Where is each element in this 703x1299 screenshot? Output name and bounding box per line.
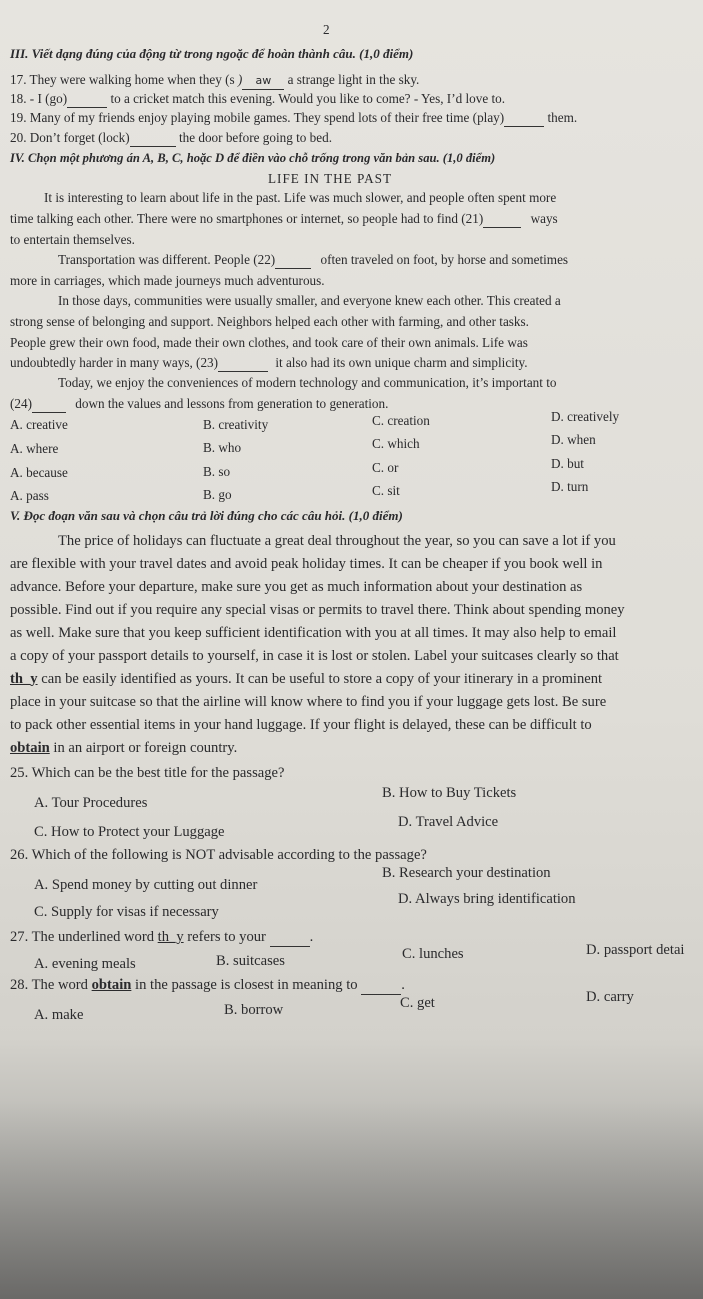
reading-line-3: advance. Before your departure, make sure you get as much information about your destination as (10, 579, 583, 595)
option-28a[interactable]: A. make (34, 1007, 84, 1023)
underlined-obtain: obtain (10, 740, 50, 756)
option-23c[interactable]: C. or (372, 460, 399, 475)
option-21d[interactable]: D. creatively (551, 409, 620, 424)
passage-line-8: People grew their own food, made their own clothes, and took care of their own animals. Life was (10, 335, 528, 350)
q28-obtain: obtain (91, 977, 132, 993)
option-28d[interactable]: D. carry (586, 989, 634, 1005)
q27-text-b: refers to your (187, 929, 266, 945)
reading-line-4: possible. Find out if you require any special visas or permits to travel there. Think about spending money (10, 602, 625, 618)
question-20 (10, 130, 332, 147)
reading-line-1: The price of holidays can fluctuate a great deal throughout the year, so you can save a lot if you (58, 533, 616, 549)
reading-line-6: a copy of your passport details to yourself, in case it is lost or stolen. Label your suitcases clearly so that (10, 648, 619, 664)
q19-text-a: 19. Many of my friends enjoy playing mobile games. They spend lots of their free time (play) (10, 110, 505, 125)
q19-text-b: them. (547, 110, 578, 125)
q19-blank (504, 110, 544, 127)
option-23b[interactable]: B. so (203, 464, 231, 479)
option-23d[interactable]: D. but (551, 456, 584, 471)
option-24b[interactable]: B. go (203, 487, 232, 502)
option-26c[interactable]: C. Supply for visas if necessary (34, 904, 219, 920)
reading-line-7-text: can be easily identified as yours. It can be useful to store a copy of your itinerary in a prominent (41, 671, 603, 687)
option-25d[interactable]: D. Travel Advice (398, 814, 499, 830)
passage-line-5: more in carriages, which made journeys much adventurous. (10, 273, 325, 288)
question-17: 17. They were walking home when they (s ) aw a strange light in the sky. (10, 72, 419, 90)
passage-line-4-text: Transportation was different. People (22) (58, 252, 276, 267)
passage-line-6: In those days, communities were usually smaller, and everyone knew each other. This created a (58, 293, 561, 308)
blank-21 (483, 211, 521, 228)
question-19 (10, 110, 577, 127)
passage-title: LIFE IN THE PAST (268, 171, 393, 186)
option-27a[interactable]: A. evening meals (34, 956, 136, 972)
q17-answer-text: aw (255, 74, 272, 87)
passage-line-11-text: down the values and lessons from generation to generation. (75, 396, 389, 411)
page-number: 2 (323, 22, 330, 37)
option-25c[interactable]: C. How to Protect your Luggage (34, 824, 225, 840)
option-27d[interactable]: D. passport detai (586, 942, 685, 958)
blank-23 (218, 355, 268, 372)
option-24d[interactable]: D. turn (551, 479, 589, 494)
option-28c[interactable]: C. get (400, 995, 435, 1011)
underlined-they: th_y (10, 671, 38, 687)
passage-line-9-text: undoubtedly harder in many ways, (23) (10, 355, 219, 370)
option-22b[interactable]: B. who (203, 440, 242, 455)
option-27c[interactable]: C. lunches (402, 946, 464, 962)
q27-text-a: 27. The underlined word (10, 929, 155, 945)
page-bottom-shadow (0, 1100, 703, 1299)
reading-line-5: as well. Make sure that you keep sufficient identification with you at all times. It may also help to email (10, 625, 617, 641)
option-28b[interactable]: B. borrow (224, 1002, 284, 1018)
section-3-heading: III. Viết dạng đúng của động từ trong ngoặc để hoàn thành câu. (1,0 điểm) (10, 46, 414, 61)
passage-line-11-num: (24) (10, 396, 32, 411)
passage-line-4 (58, 252, 568, 269)
passage-line-9 (10, 355, 528, 372)
question-26: 26. Which of the following is NOT advisable according to the passage? (10, 847, 427, 863)
reading-line-2: are flexible with your travel dates and avoid peak holiday times. It can be cheaper if you book well in (10, 556, 603, 572)
q28-blank (361, 976, 401, 995)
option-22a[interactable]: A. where (10, 441, 59, 456)
question-25: 25. Which can be the best title for the passage? (10, 765, 285, 781)
reading-line-10 (10, 739, 237, 757)
passage-line-4-end: often traveled on foot, by horse and sometimes (320, 252, 569, 267)
option-21-num-a[interactable] (10, 417, 68, 433)
blank-22 (275, 252, 311, 269)
option-22d[interactable]: D. when (551, 432, 596, 447)
option-21b[interactable]: B. creativity (203, 417, 269, 432)
blank-24 (32, 396, 66, 413)
reading-line-9: to pack other essential items in your hand luggage. If your flight is delayed, these can be difficult to (10, 717, 592, 733)
section-5-heading: V. Đọc đoạn văn sau và chọn câu trả lời đúng cho các câu hỏi. (1,0 điểm) (10, 508, 403, 523)
passage-line-2 (10, 211, 558, 228)
option-22c[interactable]: C. which (372, 436, 420, 451)
option-26b[interactable]: B. Research your destination (382, 865, 551, 881)
option-25b[interactable]: B. How to Buy Tickets (382, 785, 517, 801)
passage-line-9-end: it also had its own unique charm and simplicity. (275, 355, 528, 370)
q17-text-a: 17. They were walking home when they (s (10, 72, 235, 87)
passage-line-2-end: ways (530, 211, 558, 226)
q18-blank (67, 91, 107, 108)
question-28: 28. The word obtain in the passage is closest in meaning to . (10, 977, 405, 993)
option-26a[interactable]: A. Spend money by cutting out dinner (34, 877, 258, 893)
reading-line-8: place in your suitcase so that the airline will know where to find you if your luggage gets lost. Be sure (10, 694, 607, 710)
passage-line-1: It is interesting to learn about life in the past. Life was much slower, and people often spent more (44, 190, 557, 205)
option-21a[interactable]: A. creative (10, 417, 68, 432)
passage-line-2-text: time talking each other. There were no smartphones or internet, so people had to find (21) (10, 211, 484, 226)
q20-text-b: the door before going to bed. (178, 130, 333, 145)
q28-text-b: in the passage is closest in meaning to (135, 977, 358, 993)
passage-line-7: strong sense of belonging and support. Neighbors helped each other with farming, and other tasks. (10, 314, 529, 329)
option-27b[interactable]: B. suitcases (216, 953, 285, 969)
option-25a[interactable]: A. Tour Procedures (34, 795, 148, 811)
section-4-heading: IV. Chọn một phương án A, B, C, hoặc D để điền vào chỗ trống trong văn bản sau. (1,0 điểm) (10, 151, 496, 165)
option-21c[interactable]: C. creation (372, 413, 430, 428)
q20-text-a: 20. Don’t forget (lock) (10, 130, 130, 145)
option-24c[interactable]: C. sit (372, 483, 400, 498)
reading-line-10-text: in an airport or foreign country. (53, 740, 238, 756)
q17-text-b: a strange light in the sky. (287, 72, 420, 87)
passage-line-10: Today, we enjoy the conveniences of modern technology and communication, it’s important to (58, 375, 557, 390)
q18-text-a: 18. - I (go) (10, 91, 68, 106)
passage-line-11 (10, 396, 388, 413)
question-27: 27. The underlined word th_y refers to your . (10, 929, 314, 945)
option-23a[interactable]: A. because (10, 465, 68, 480)
option-24a[interactable]: A. pass (10, 488, 49, 503)
reading-line-7 (10, 670, 602, 688)
q27-they: th_y (157, 929, 184, 945)
q17-answer (242, 72, 284, 90)
passage-line-3: to entertain themselves. (10, 232, 135, 247)
q18-text-b: to a cricket match this evening. Would you like to come? - Yes, I’d love to. (110, 91, 506, 106)
q20-blank (130, 130, 176, 147)
option-26d[interactable]: D. Always bring identification (398, 891, 576, 907)
q28-text-a: 28. The word (10, 977, 88, 993)
q27-blank (270, 928, 310, 947)
question-18 (10, 91, 505, 108)
